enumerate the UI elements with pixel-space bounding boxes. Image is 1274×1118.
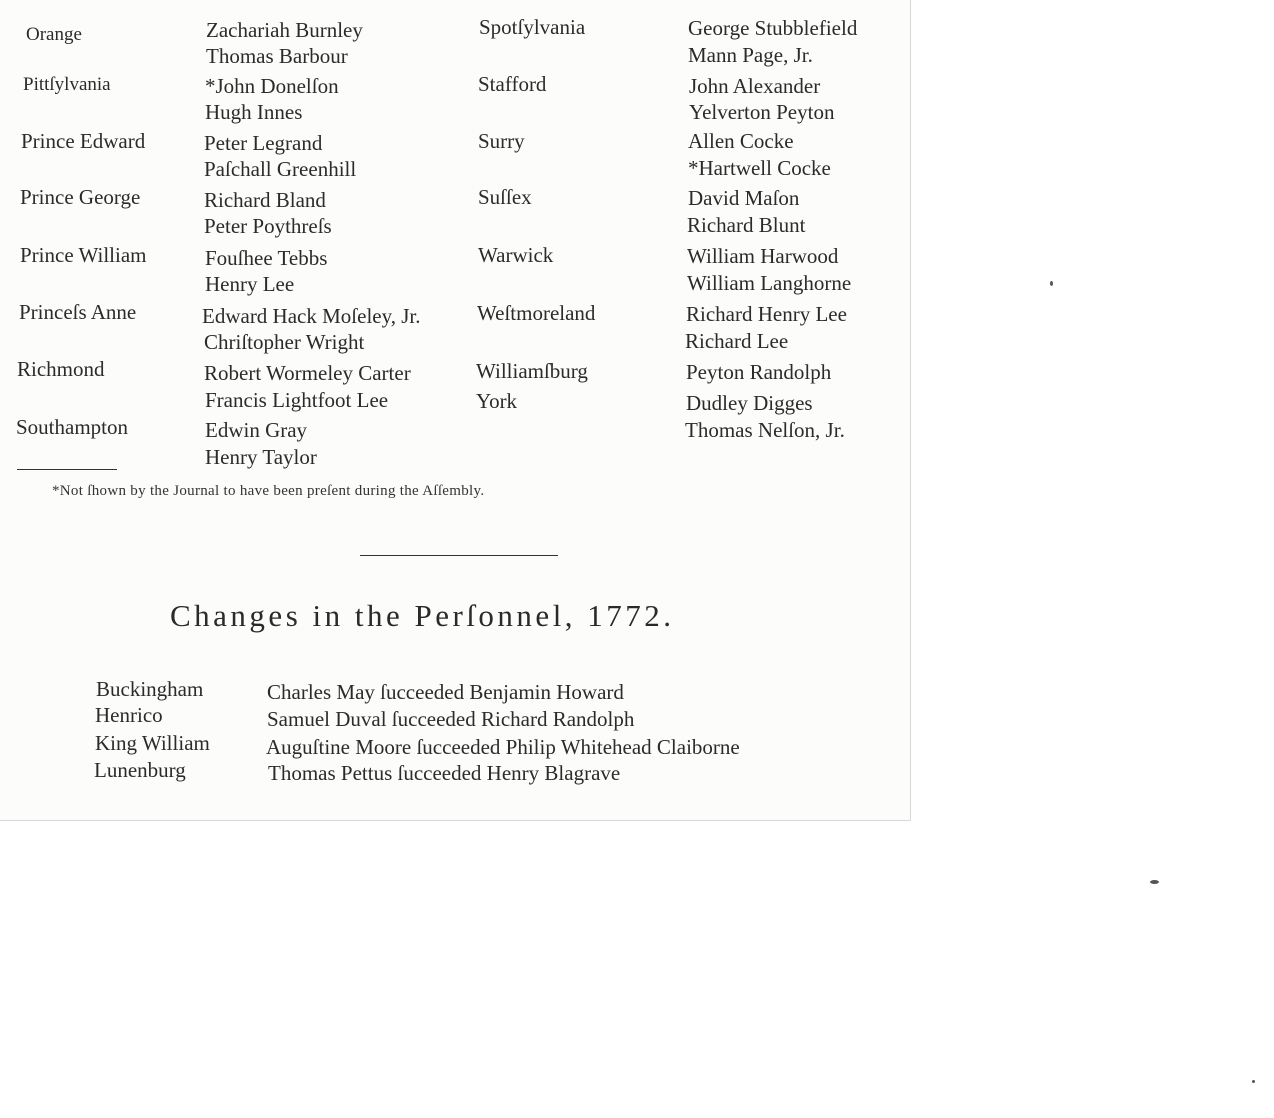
scan-speck <box>1150 880 1159 884</box>
member-name: Peter Poythreſs <box>204 214 332 238</box>
member-name: *Hartwell Cocke <box>688 156 831 180</box>
member-name: Robert Wormeley Carter <box>204 361 411 385</box>
county-label: Richmond <box>17 357 105 381</box>
change-description: Samuel Duval ſucceeded Richard Randolph <box>267 707 635 731</box>
member-name: Richard Henry Lee <box>686 302 847 326</box>
county-label: Stafford <box>478 72 547 96</box>
county-label: Orange <box>26 24 82 45</box>
member-name: Henry Taylor <box>205 445 317 469</box>
member-name: George Stubblefield <box>688 16 858 40</box>
member-name: Richard Lee <box>685 329 789 353</box>
member-name: Peter Legrand <box>204 131 323 155</box>
change-county: Buckingham <box>96 677 204 701</box>
county-label: Prince George <box>20 185 141 209</box>
member-name: *John Donelſon <box>205 74 339 98</box>
member-name: Dudley Digges <box>686 391 813 415</box>
member-name: William Langhorne <box>687 271 852 295</box>
county-label: Southampton <box>16 415 129 439</box>
member-name: Hugh Innes <box>205 100 303 124</box>
member-name: John Alexander <box>689 74 821 98</box>
member-name: Mann Page, Jr. <box>688 43 813 67</box>
member-name: Yelverton Peyton <box>689 100 835 124</box>
member-name: Richard Bland <box>204 188 326 212</box>
county-label: Surry <box>478 129 525 153</box>
member-name: Chriſtopher Wright <box>204 330 365 354</box>
county-label: Suſſex <box>478 185 532 209</box>
member-name: Richard Blunt <box>687 213 806 237</box>
footnote-rule <box>17 469 117 470</box>
scan-speck <box>1050 281 1053 286</box>
county-label: Williamſburg <box>476 359 588 383</box>
member-name: Henry Lee <box>205 272 295 296</box>
scan-speck <box>1252 1080 1255 1083</box>
section-divider <box>360 555 558 556</box>
change-county: Lunenburg <box>94 758 186 782</box>
section-heading: Changes in the Perſonnel, 1772. <box>170 598 675 633</box>
member-name: Thomas Barbour <box>206 44 348 68</box>
change-description: Thomas Pettus ſucceeded Henry Blagrave <box>268 761 621 785</box>
member-name: David Maſon <box>688 186 800 210</box>
change-county: Henrico <box>95 703 163 727</box>
member-name: Thomas Nelſon, Jr. <box>685 418 845 442</box>
change-description: Charles May ſucceeded Benjamin Howard <box>267 680 624 704</box>
member-name: Paſchall Greenhill <box>204 157 357 181</box>
county-label: Weſtmoreland <box>477 301 596 325</box>
member-name: Francis Lightfoot Lee <box>205 388 389 412</box>
county-label: York <box>476 389 518 413</box>
county-label: Princeſs Anne <box>19 300 137 324</box>
change-description: Auguſtine Moore ſucceeded Philip Whitehead Claiborne <box>266 735 740 759</box>
county-label: Pittſylvania <box>23 74 111 95</box>
member-name: William Harwood <box>687 244 839 268</box>
member-name: Edward Hack Moſeley, Jr. <box>202 304 421 328</box>
county-label: Prince Edward <box>21 129 146 153</box>
county-label: Spotſylvania <box>479 15 586 39</box>
member-name: Fouſhee Tebbs <box>205 246 328 270</box>
county-label: Warwick <box>478 243 554 267</box>
member-name: Edwin Gray <box>205 418 308 442</box>
member-name: Zachariah Burnley <box>206 18 363 42</box>
county-label: Prince William <box>20 243 147 267</box>
member-name: Peyton Randolph <box>686 360 832 384</box>
footnote: *Not ſhown by the Journal to have been preſent during the Aſſembly. <box>52 483 485 499</box>
change-county: King William <box>95 731 210 755</box>
member-name: Allen Cocke <box>688 129 794 153</box>
